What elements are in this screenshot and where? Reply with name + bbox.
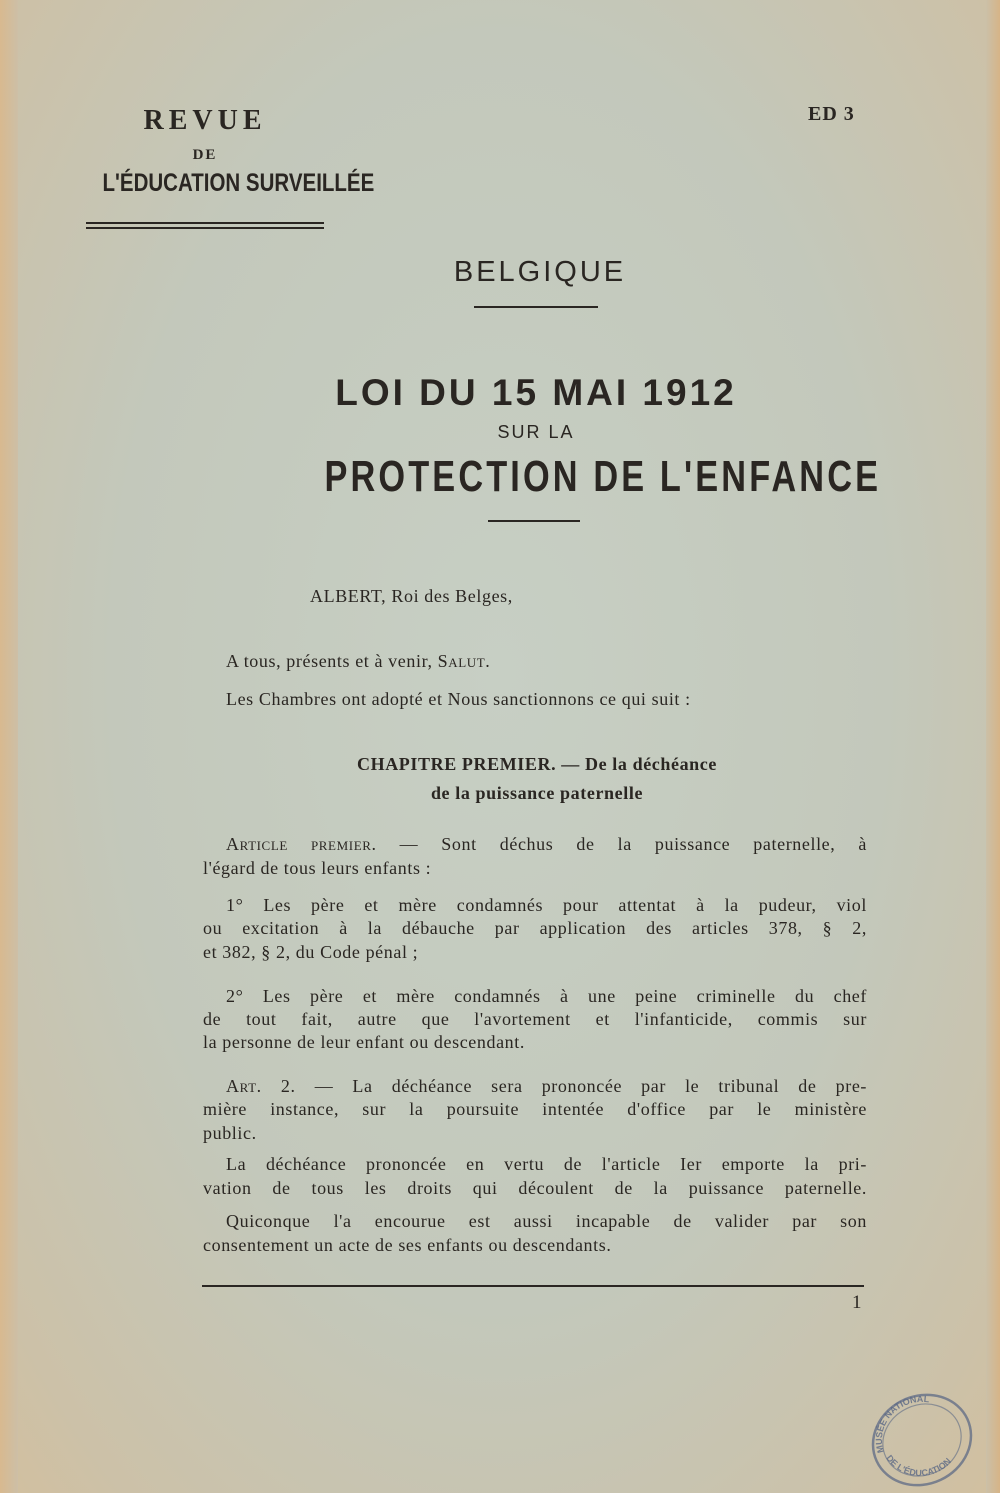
stamp-text-bottom	[884, 1453, 953, 1478]
article-2-text: — La déchéance sera prononcée par le tribunal de pre-	[295, 1076, 868, 1096]
document-code: ED 3	[808, 103, 855, 125]
masthead-rule-second	[86, 227, 324, 229]
article-2-line1	[226, 1074, 867, 1098]
masthead-rule	[86, 222, 324, 224]
masthead-de: DE	[192, 147, 218, 163]
article-1-item2-line1: 2° Les père et mère condamnés à une peine criminelle du chef	[226, 986, 867, 1006]
article-2-para3-line2: consentement un acte de ses enfants ou descendants.	[203, 1235, 612, 1255]
article-1-item1-line3: et 382, § 2, du Code pénal ;	[203, 942, 419, 962]
library-stamp	[862, 1388, 974, 1488]
article-1-line1	[226, 832, 867, 856]
preamble-king: ALBERT, Roi des Belges,	[310, 586, 513, 606]
article-1-text: — Sont déchus de la puissance paternelle, à	[376, 834, 868, 854]
country-heading: BELGIQUE	[453, 256, 627, 288]
stamp-text-top	[874, 1394, 930, 1454]
law-title: LOI DU 15 MAI 1912	[335, 372, 737, 413]
greeting-salut: Salut.	[437, 651, 491, 671]
greeting	[226, 649, 490, 673]
masthead-education-surveillee: L'ÉDUCATION SURVEILLÉE	[102, 169, 375, 197]
paper-edge-left	[0, 0, 18, 1493]
article-2-para3-line1: Quiconque l'a encourue est aussi incapable de valider par son	[226, 1211, 867, 1231]
masthead-revue: REVUE	[143, 105, 267, 136]
stamp-text-top-path: MUSÉE NATIONAL	[873, 1393, 930, 1454]
article-1-label: Article premier.	[226, 834, 377, 854]
chapter-heading-line2: de la puissance paternelle	[430, 783, 644, 803]
footer-rule	[202, 1285, 864, 1287]
article-2-line2: mière instance, sur la poursuite intentée d'office par le ministère	[203, 1099, 867, 1119]
law-title-connector: SUR LA	[497, 422, 575, 442]
article-2-line3: public.	[203, 1123, 257, 1143]
article-1-item2-line3: la personne de leur enfant ou descendant.	[203, 1032, 525, 1052]
stamp-text-bottom-path: DE L'ÉDUCATION	[884, 1453, 953, 1479]
page-number: 1	[852, 1292, 862, 1313]
title-rule	[488, 520, 580, 522]
law-subject	[246, 452, 882, 502]
article-1-item1-line1: 1° Les père et mère condamnés pour attentat à la pudeur, viol	[226, 895, 867, 915]
article-1-line2: l'égard de tous leurs enfants :	[203, 858, 432, 878]
enactment-formula: Les Chambres ont adopté et Nous sanctionnons ce qui suit :	[226, 689, 691, 709]
greeting-text: A tous, présents et à venir,	[226, 651, 438, 671]
article-1-item2-line2: de tout fait, autre que l'avortement et l'infanticide, commis sur	[203, 1009, 867, 1029]
article-2-para2-line1: La déchéance prononcée en vertu de l'article Ier emporte la pri-	[226, 1154, 867, 1174]
chapter-heading-line1: CHAPITRE PREMIER. — De la déchéance	[357, 754, 717, 774]
article-2-para2-line2: vation de tous les droits qui découlent de la puissance paternelle.	[203, 1178, 867, 1198]
law-subject-text: PROTECTION DE L'ENFANCE	[324, 452, 882, 501]
paper-edge-right	[986, 0, 1000, 1493]
country-rule	[474, 306, 598, 308]
article-2-label: Art. 2.	[226, 1076, 296, 1096]
journal-masthead	[80, 104, 375, 198]
article-1-item1-line2: ou excitation à la débauche par application des articles 378, § 2,	[203, 918, 867, 938]
